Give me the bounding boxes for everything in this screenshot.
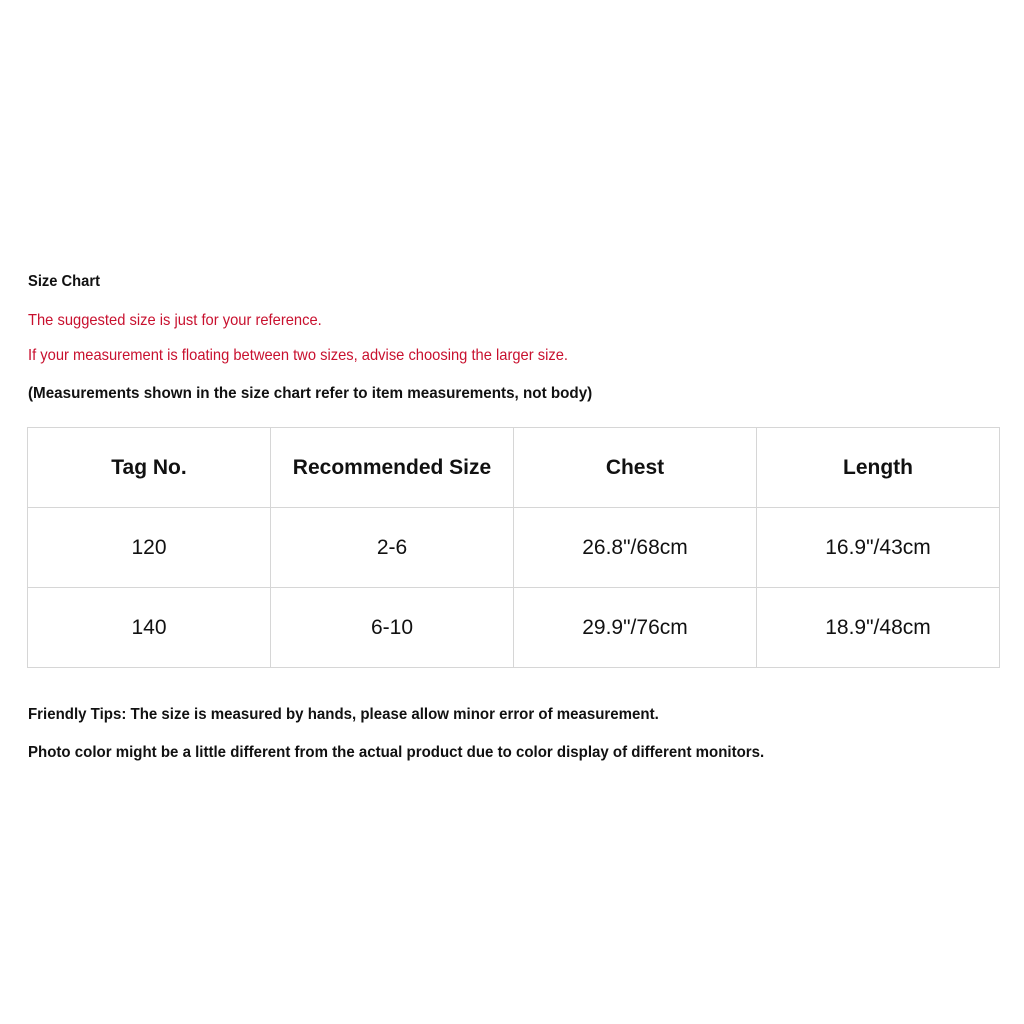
table-header-row [28, 428, 1000, 508]
size-table [27, 427, 1000, 668]
column-header-recommended-size: Recommended Size [271, 428, 514, 508]
color-disclaimer: Photo color might be a little different from the actual product due to color display of different monitors. [28, 744, 765, 761]
table-row [28, 508, 1000, 588]
cell-tag-no: 120 [28, 508, 271, 588]
sizing-advice-note: If your measurement is floating between two sizes, advise choosing the larger size. [28, 347, 569, 364]
friendly-tip: Friendly Tips: The size is measured by hands, please allow minor error of measurement. [28, 706, 659, 723]
cell-recommended-size: 2-6 [271, 508, 514, 588]
column-header-tag-no: Tag No. [28, 428, 271, 508]
cell-tag-no: 140 [28, 588, 271, 668]
cell-chest: 26.8"/68cm [514, 508, 757, 588]
measurement-disclaimer: (Measurements shown in the size chart refer to item measurements, not body) [28, 385, 593, 402]
cell-recommended-size: 6-10 [271, 588, 514, 668]
size-chart-notes [28, 270, 1008, 413]
cell-chest: 29.9"/76cm [514, 588, 757, 668]
table-row [28, 588, 1000, 668]
page-title: Size Chart [28, 273, 100, 290]
cell-length: 18.9"/48cm [757, 588, 1000, 668]
column-header-chest: Chest [514, 428, 757, 508]
reference-note: The suggested size is just for your reference. [28, 312, 322, 329]
footer-tips [28, 700, 1008, 776]
column-header-length: Length [757, 428, 1000, 508]
cell-length: 16.9"/43cm [757, 508, 1000, 588]
